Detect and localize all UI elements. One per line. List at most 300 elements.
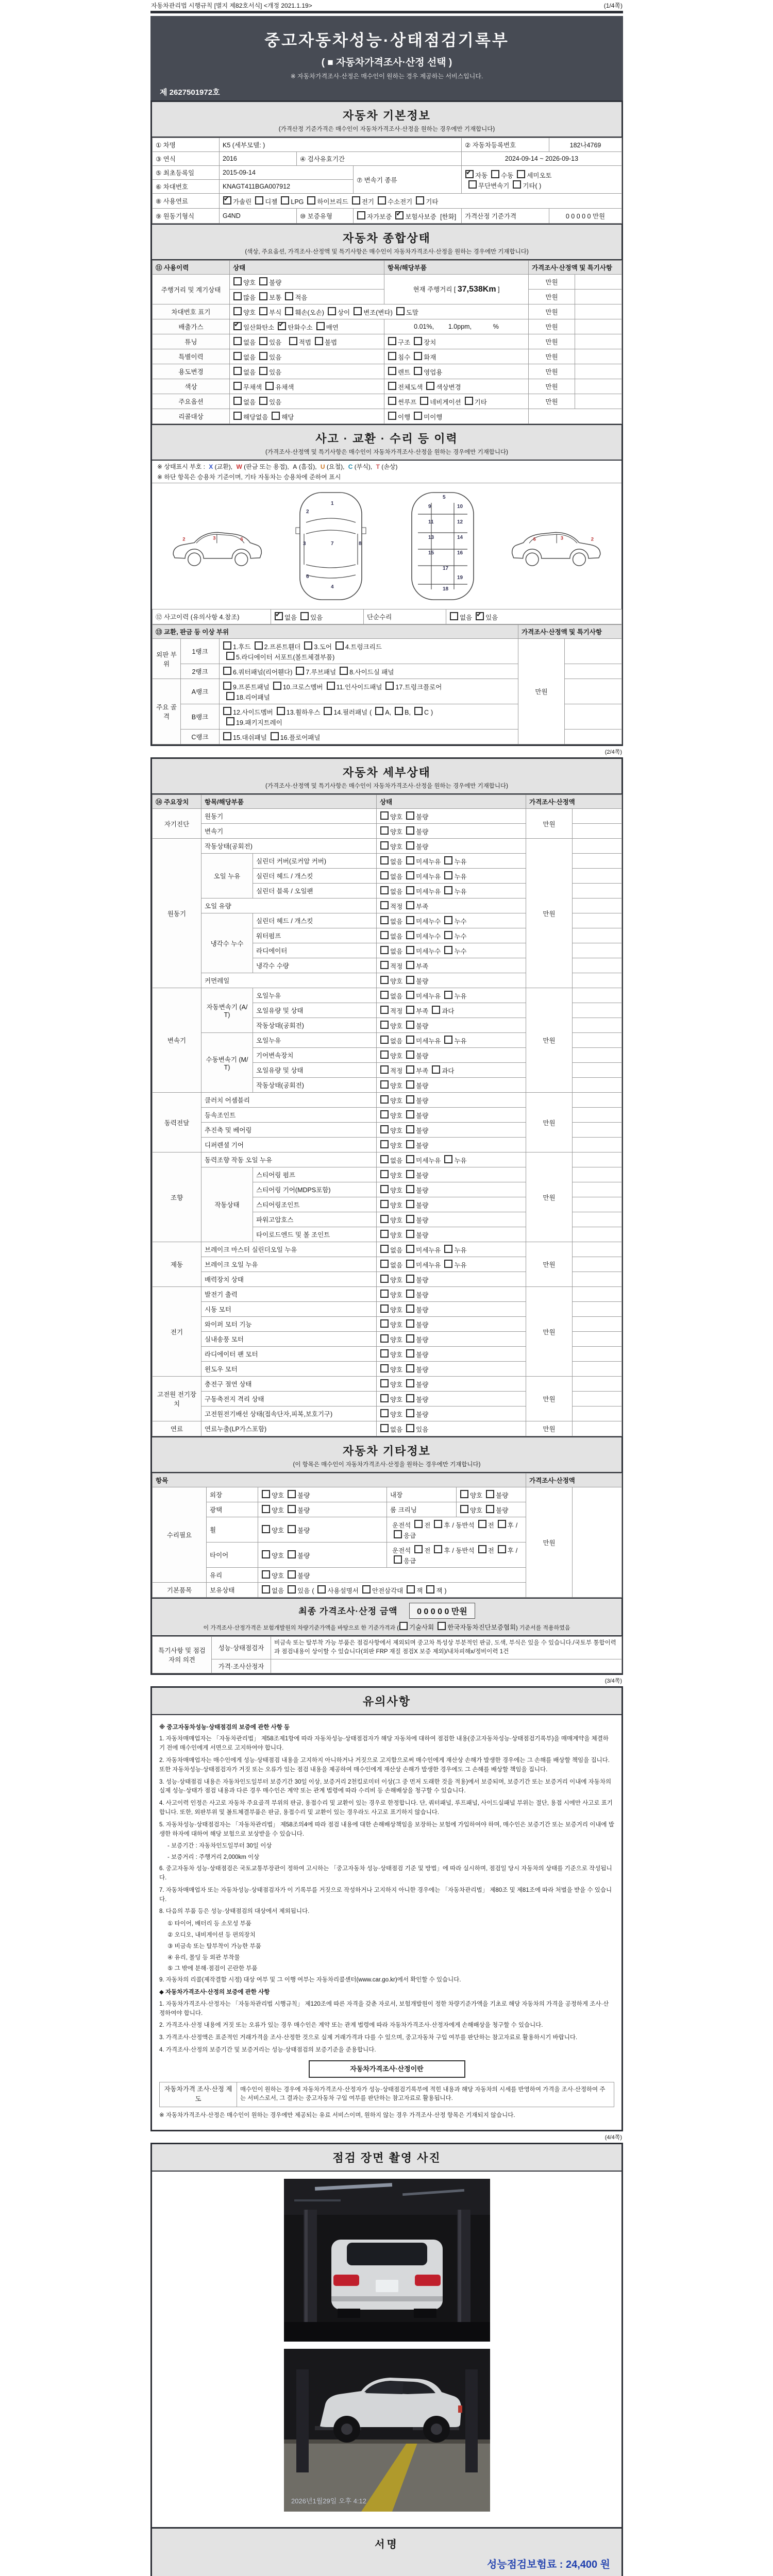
- checkbox-적법[interactable]: [289, 337, 297, 345]
- checkbox-과다[interactable]: [432, 1006, 440, 1014]
- checkbox-있음[interactable]: [300, 612, 309, 620]
- checkbox-불량[interactable]: [406, 1125, 414, 1133]
- checkbox-3.도어[interactable]: [304, 641, 312, 650]
- table-cell: [575, 349, 622, 364]
- checkbox-부족[interactable]: [406, 1065, 414, 1074]
- diagram-number-10: 10: [457, 504, 463, 510]
- checkbox-미세누수[interactable]: [406, 946, 414, 954]
- checkbox-양호[interactable]: [380, 1185, 389, 1193]
- checkbox-없음[interactable]: [380, 871, 389, 879]
- checkbox-불량[interactable]: [406, 1021, 414, 1029]
- checkbox-화재[interactable]: [414, 352, 422, 360]
- table-cell: [575, 364, 622, 379]
- checkbox-없음[interactable]: [262, 1585, 270, 1594]
- checkbox-양호[interactable]: [262, 1550, 270, 1558]
- checkbox-무단변속기[interactable]: [468, 180, 477, 189]
- accident-band: [152, 424, 621, 461]
- table-cell: 브레이크 마스터 실린더오일 누유: [201, 1242, 377, 1257]
- checkbox-없음[interactable]: [380, 1245, 389, 1253]
- checkbox-미세누유[interactable]: [406, 1260, 414, 1268]
- checkbox-없음[interactable]: [380, 856, 389, 865]
- checkbox-누유[interactable]: [444, 1155, 452, 1163]
- checkbox-양호[interactable]: [380, 1394, 389, 1402]
- table-cell: [377, 1377, 526, 1392]
- checkbox-불량[interactable]: [288, 1570, 296, 1579]
- table-cell: [377, 1347, 526, 1362]
- checkbox-렌트[interactable]: [388, 367, 396, 375]
- table-cell: [377, 1406, 526, 1421]
- checkbox-B,[interactable]: [395, 707, 403, 715]
- checkbox-불량[interactable]: [288, 1550, 296, 1558]
- checkbox-후[interactable]: [498, 1545, 506, 1553]
- checkbox-양호[interactable]: [233, 277, 242, 285]
- checkbox-label: 누유: [454, 1262, 467, 1269]
- checkbox-보통[interactable]: [259, 292, 267, 300]
- checkbox-누유[interactable]: [444, 1260, 452, 1268]
- checkbox-있음[interactable]: [476, 612, 484, 620]
- checkbox-없음[interactable]: [233, 397, 242, 405]
- checkbox-15.대쉬패널[interactable]: [223, 732, 231, 740]
- checkbox-양호[interactable]: [380, 1290, 389, 1298]
- table-row: [153, 988, 622, 1003]
- checkbox-해당[interactable]: [272, 412, 280, 420]
- checkbox-잭[interactable]: [407, 1585, 415, 1594]
- checkbox-없음[interactable]: [275, 612, 283, 620]
- checkbox-세미오토[interactable]: [517, 170, 525, 178]
- signature-band: [152, 2527, 621, 2576]
- checkbox-많음[interactable]: [233, 292, 242, 300]
- checkbox-14.필러패널[interactable]: [324, 707, 332, 715]
- table-cell: 만원: [529, 275, 575, 290]
- checkbox-양호[interactable]: [380, 826, 389, 835]
- checkbox-적정[interactable]: [380, 901, 389, 909]
- checkbox-해당없음[interactable]: [233, 412, 242, 420]
- checkbox-불량[interactable]: [406, 1080, 414, 1089]
- checkbox-불량[interactable]: [259, 277, 267, 285]
- checkbox-양호[interactable]: [380, 1050, 389, 1059]
- checkbox-전[interactable]: [478, 1520, 486, 1528]
- table-row: [153, 1153, 622, 1167]
- checkbox-없음[interactable]: [450, 612, 458, 620]
- checkbox-썬루프[interactable]: [388, 397, 396, 405]
- inline-text: /: [515, 1547, 518, 1554]
- checkbox-미세누유[interactable]: [406, 991, 414, 999]
- checkbox-19.패키지트레이[interactable]: [226, 717, 234, 725]
- checkbox-누유[interactable]: [444, 1036, 452, 1044]
- checkbox-C[interactable]: [414, 707, 423, 715]
- checkbox-양호[interactable]: [380, 1140, 389, 1148]
- table-cell: ① 차명: [153, 138, 220, 152]
- checkbox-label: 장치: [424, 339, 436, 346]
- checkbox-양호[interactable]: [380, 976, 389, 984]
- checkbox-장치[interactable]: [414, 337, 422, 345]
- checkbox-양호[interactable]: [380, 1319, 389, 1328]
- checkbox-자가보증[interactable]: [357, 211, 365, 219]
- checkbox-18.리어패널[interactable]: [226, 692, 234, 700]
- checkbox-없음[interactable]: [380, 946, 389, 954]
- checkbox-불량[interactable]: [406, 1110, 414, 1118]
- checkbox-누유[interactable]: [444, 991, 452, 999]
- checkbox-불법[interactable]: [315, 337, 323, 345]
- checkbox-양호[interactable]: [262, 1505, 270, 1513]
- checkbox-없음[interactable]: [380, 991, 389, 999]
- checkbox-후[interactable]: [434, 1545, 442, 1553]
- notice-final-note: ※ 자동차가격조사·산정은 매수인이 원하는 경우에만 제공되는 유료 서비스이며, 원하지 않는 경우 가격조사·산정 항목은 기재되지 않습니다.: [159, 2112, 515, 2119]
- checkbox-불량[interactable]: [406, 1200, 414, 1208]
- checkbox-label: 3.도어: [314, 643, 332, 651]
- checkbox-있음[interactable]: [259, 397, 267, 405]
- checkbox-변조(변타)[interactable]: [354, 307, 362, 315]
- checkbox-탄화수소[interactable]: [278, 322, 286, 330]
- checkbox-부족[interactable]: [406, 901, 414, 909]
- checkbox-불량[interactable]: [406, 1290, 414, 1298]
- checkbox-7.루브패널[interactable]: [296, 667, 304, 675]
- checkbox-label: A,: [385, 709, 392, 716]
- checkbox-양호[interactable]: [380, 1095, 389, 1104]
- checkbox-누유[interactable]: [444, 856, 452, 865]
- checkbox-수소전기[interactable]: [378, 196, 386, 205]
- inline-text: ): [444, 1587, 447, 1595]
- checkbox-16.플로어패널[interactable]: [271, 732, 279, 740]
- page-number-4: (4/4쪽): [604, 2134, 622, 2141]
- checkbox-label: 미세누유: [416, 1247, 441, 1254]
- checkbox-불량[interactable]: [406, 1095, 414, 1104]
- checkbox-미세누유[interactable]: [406, 1036, 414, 1044]
- table-cell: 실린더 헤드 / 개스킷: [253, 869, 377, 884]
- checkbox-없음[interactable]: [233, 337, 242, 345]
- table-cell: [377, 1093, 526, 1108]
- checkbox-불량[interactable]: [406, 1170, 414, 1178]
- checkbox-label: 19.패키지트레이: [236, 719, 282, 726]
- checkbox-안전삼각대[interactable]: [362, 1585, 371, 1594]
- checkbox-불량[interactable]: [406, 1304, 414, 1313]
- law-reference: 자동차관리법 시행규칙 [별지 제82호서식] <개정 2021.1.19>: [151, 2, 312, 9]
- checkbox-색상변경[interactable]: [426, 382, 434, 390]
- table-cell: [573, 899, 622, 913]
- checkbox-양호[interactable]: [380, 1215, 389, 1223]
- checkbox-불량[interactable]: [406, 1349, 414, 1358]
- checkbox-양호[interactable]: [262, 1490, 270, 1498]
- table-cell: 가격조사·산정액 및 특기사항: [518, 625, 622, 639]
- checkbox-불량[interactable]: [406, 1275, 414, 1283]
- checkbox-양호[interactable]: [460, 1505, 468, 1513]
- checkbox-label: 누수: [454, 918, 467, 925]
- checkbox-없음[interactable]: [233, 367, 242, 375]
- checkbox-없음[interactable]: [380, 886, 389, 894]
- table-cell: 차대번호 표기: [153, 304, 230, 319]
- checkbox-불량[interactable]: [406, 1050, 414, 1059]
- checkbox-양호[interactable]: [380, 1379, 389, 1387]
- checkbox-없음[interactable]: [380, 1036, 389, 1044]
- checkbox-11.인사이드패널[interactable]: [327, 682, 335, 690]
- checkbox-있음[interactable]: [259, 337, 267, 345]
- table-cell: [573, 1003, 622, 1018]
- checkbox-누수[interactable]: [444, 931, 452, 939]
- checkbox-8.사이드실 패널[interactable]: [340, 667, 348, 675]
- checkbox-적정[interactable]: [380, 1065, 389, 1074]
- table-cell: [230, 304, 529, 319]
- checkbox-4.트렁크리드[interactable]: [335, 641, 344, 650]
- checkbox-기타( )[interactable]: [513, 180, 521, 189]
- checkbox-label: 16.플로어패널: [280, 734, 321, 741]
- checkbox-LPG[interactable]: [281, 196, 289, 205]
- checkbox-9.프론트패널[interactable]: [223, 682, 231, 690]
- checkbox-자동[interactable]: [465, 170, 474, 178]
- checkbox-보험사보증[interactable]: [395, 211, 404, 219]
- checkbox-12.사이드멤버[interactable]: [223, 707, 231, 715]
- checkbox-label: 불량: [416, 1082, 429, 1090]
- checkbox-없음[interactable]: [380, 1424, 389, 1432]
- table-cell: 윈도우 모터: [201, 1362, 377, 1377]
- checkbox-불량[interactable]: [406, 1364, 414, 1372]
- checkbox-없음[interactable]: [380, 1155, 389, 1163]
- checkbox-영업용[interactable]: [414, 367, 422, 375]
- checkbox-있음[interactable]: [259, 352, 267, 360]
- checkbox-양호[interactable]: [380, 1275, 389, 1283]
- checkbox-누유[interactable]: [444, 871, 452, 879]
- table-row: [153, 795, 622, 809]
- checkbox-양호[interactable]: [380, 1170, 389, 1178]
- checkbox-과다[interactable]: [432, 1065, 440, 1074]
- checkbox-label: 5.라디에이터 서포트(볼트체결부품): [236, 654, 335, 661]
- checkbox-불량[interactable]: [288, 1525, 296, 1533]
- checkbox-불량[interactable]: [406, 811, 414, 820]
- checkbox-이행[interactable]: [388, 412, 396, 420]
- checkbox-있음[interactable]: [259, 367, 267, 375]
- checkbox-응급[interactable]: [394, 1530, 402, 1538]
- checkbox-하이브리드[interactable]: [307, 196, 315, 205]
- checkbox-양호[interactable]: [380, 1349, 389, 1358]
- checkbox-불량[interactable]: [406, 1319, 414, 1328]
- table-cell: [230, 334, 384, 349]
- checkbox-불량[interactable]: [406, 1409, 414, 1417]
- checkbox-label: 전기: [361, 198, 374, 206]
- table-row: [153, 1473, 622, 1487]
- checkbox-유채색[interactable]: [265, 382, 274, 390]
- checkbox-label: 이행: [398, 414, 411, 421]
- checkbox-적정[interactable]: [380, 961, 389, 969]
- table-cell: 구동축전지 격리 상태: [201, 1392, 377, 1406]
- checkbox-무채색[interactable]: [233, 382, 242, 390]
- table-cell: 자동변속기 (A/T): [201, 988, 253, 1033]
- checkbox-label: 무채색: [243, 384, 262, 391]
- table-cell: B랭크: [181, 704, 220, 730]
- checkbox-도말[interactable]: [396, 307, 405, 315]
- checkbox-기타[interactable]: [465, 397, 473, 405]
- checkbox-양호[interactable]: [233, 307, 242, 315]
- checkbox-부족[interactable]: [406, 1006, 414, 1014]
- checkbox-전[interactable]: [414, 1520, 423, 1528]
- checkbox-양호[interactable]: [380, 811, 389, 820]
- checkbox-2.프론트휀더[interactable]: [255, 641, 263, 650]
- checkbox-일산화탄소[interactable]: [233, 322, 242, 330]
- checkbox-누유[interactable]: [444, 1245, 452, 1253]
- checkbox-6.쿼터패널(리어휀다)[interactable]: [223, 667, 231, 675]
- checkbox-불량[interactable]: [406, 1230, 414, 1238]
- checkbox-누수[interactable]: [444, 946, 452, 954]
- checkbox-전[interactable]: [414, 1545, 423, 1553]
- checkbox-사용설명서[interactable]: [317, 1585, 326, 1594]
- checkbox-없음[interactable]: [380, 916, 389, 924]
- checkbox-수동[interactable]: [491, 170, 499, 178]
- table-cell: [377, 1197, 526, 1212]
- checkbox-label: 없음: [243, 339, 256, 346]
- checkbox-13.휠하우스[interactable]: [277, 707, 285, 715]
- checkbox-label: 불량: [416, 1097, 429, 1105]
- checkbox-양호[interactable]: [380, 841, 389, 850]
- checkbox-한국자동차진단보증협회[interactable]: [438, 1622, 446, 1630]
- checkbox-불량[interactable]: [406, 826, 414, 835]
- checkbox-미세누유[interactable]: [406, 871, 414, 879]
- checkbox-양호[interactable]: [380, 1230, 389, 1238]
- diagram-number-3: 3: [560, 535, 564, 541]
- table-cell: [377, 928, 526, 943]
- table-row: [153, 625, 622, 639]
- checkbox-양호[interactable]: [262, 1525, 270, 1533]
- page-title: 중고자동차성능·상태점검기록부: [264, 31, 509, 49]
- table-cell: 가격산정 기준가격: [462, 209, 549, 224]
- checkbox-label: 미이행: [424, 414, 443, 421]
- checkbox-label: 응급: [404, 1557, 416, 1565]
- checkbox-label: 양호: [390, 1277, 403, 1284]
- checkbox-불량[interactable]: [406, 1215, 414, 1223]
- table-row: [153, 1659, 622, 1673]
- checkbox-후[interactable]: [434, 1520, 442, 1528]
- checkbox-네비게이션[interactable]: [420, 397, 428, 405]
- checkbox-미세누유[interactable]: [406, 1245, 414, 1253]
- checkbox-가솔린[interactable]: [223, 196, 231, 205]
- checkbox-불량[interactable]: [288, 1490, 296, 1498]
- checkbox-양호[interactable]: [380, 1080, 389, 1089]
- checkbox-미세누수[interactable]: [406, 916, 414, 924]
- top-rule: [150, 11, 623, 13]
- table-cell: [575, 379, 622, 394]
- checkbox-양호[interactable]: [380, 1021, 389, 1029]
- checkbox-1.후드[interactable]: [223, 641, 231, 650]
- checkbox-17.트렁크플로어[interactable]: [385, 682, 394, 690]
- table-row: [153, 275, 622, 290]
- checkbox-양호[interactable]: [380, 1110, 389, 1118]
- checkbox-불량[interactable]: [406, 1334, 414, 1343]
- checkbox-불량[interactable]: [486, 1490, 494, 1498]
- checkbox-양호[interactable]: [380, 1125, 389, 1133]
- checkbox-응급[interactable]: [394, 1555, 402, 1564]
- checkbox-부족[interactable]: [406, 961, 414, 969]
- checkbox-불량[interactable]: [406, 841, 414, 850]
- checkbox-label: 양호: [390, 1112, 403, 1120]
- checkbox-매연[interactable]: [316, 322, 325, 330]
- checkbox-부식[interactable]: [259, 307, 267, 315]
- table-cell: [462, 166, 622, 194]
- checkbox-상이[interactable]: [328, 307, 336, 315]
- checkbox-기술사회[interactable]: [399, 1622, 408, 1630]
- checkbox-불량[interactable]: [288, 1505, 296, 1513]
- photo-side-view-image: [284, 2349, 490, 2512]
- checkbox-label: 미세누수: [416, 933, 441, 940]
- checkbox-label: 안전삼각대: [372, 1587, 404, 1595]
- checkbox-디젤[interactable]: [255, 196, 263, 205]
- checkbox-label: 있음: [310, 614, 323, 621]
- checkbox-양호[interactable]: [380, 1334, 389, 1343]
- checkbox-있음[interactable]: [406, 1424, 414, 1432]
- checkbox-잭[interactable]: [426, 1585, 434, 1594]
- checkbox-5.라디에이터 서포트(볼트체결부품)[interactable]: [226, 652, 234, 660]
- checkbox-label: 색상변경: [436, 384, 461, 391]
- checkbox-훼손(오손)[interactable]: [285, 307, 293, 315]
- checkbox-구조[interactable]: [388, 337, 396, 345]
- checkbox-없음[interactable]: [380, 1260, 389, 1268]
- checkbox-없음[interactable]: [233, 352, 242, 360]
- checkbox-label: 양호: [390, 1202, 403, 1209]
- table-cell: [573, 973, 622, 988]
- notice-item: 9. 자동차의 리콜(제작결함 시정) 대상 여부 및 그 이행 여부는 자동차리콜센터(www.car.go.kr)에서 확인할 수 있습니다.: [159, 1977, 461, 1984]
- checkbox-불량[interactable]: [406, 1185, 414, 1193]
- checkbox-전체도색[interactable]: [388, 382, 396, 390]
- table-cell: [573, 1212, 622, 1227]
- table-cell: ⑨ 원동기형식: [153, 209, 220, 224]
- checkbox-미세누유[interactable]: [406, 886, 414, 894]
- table-cell: 만원: [529, 379, 575, 394]
- checkbox-label: 양호: [272, 1552, 284, 1560]
- checkbox-미이행[interactable]: [414, 412, 422, 420]
- checkbox-label: 구조: [398, 339, 411, 346]
- checkbox-누유[interactable]: [444, 886, 452, 894]
- photo-rear-view-image: [284, 2179, 490, 2342]
- notice-body: [152, 1715, 621, 2130]
- checkbox-불량[interactable]: [406, 1140, 414, 1148]
- checkbox-없음[interactable]: [380, 931, 389, 939]
- checkbox-불량[interactable]: [406, 976, 414, 984]
- checkbox-label: 렌트: [398, 369, 411, 376]
- checkbox-label: 일산화탄소: [243, 324, 275, 331]
- checkbox-침수[interactable]: [388, 352, 396, 360]
- checkbox-후[interactable]: [498, 1520, 506, 1528]
- legend-desc: (손상): [379, 463, 398, 470]
- checkbox-양호[interactable]: [380, 1409, 389, 1417]
- checkbox-미세누수[interactable]: [406, 931, 414, 939]
- checkbox-불량[interactable]: [486, 1505, 494, 1513]
- table-cell: [573, 1182, 622, 1197]
- checkbox-미세누유[interactable]: [406, 1155, 414, 1163]
- table-cell: [354, 209, 462, 224]
- checkbox-불량[interactable]: [406, 1394, 414, 1402]
- checkbox-양호[interactable]: [380, 1364, 389, 1372]
- checkbox-양호[interactable]: [460, 1490, 468, 1498]
- table-cell: [377, 1063, 526, 1078]
- car-diagram-bottom: [397, 487, 488, 605]
- checkbox-A,[interactable]: [375, 707, 383, 715]
- checkbox-적정[interactable]: [380, 1006, 389, 1014]
- checkbox-누수[interactable]: [444, 916, 452, 924]
- checkbox-양호[interactable]: [262, 1570, 270, 1579]
- checkbox-label: 없음: [243, 399, 256, 406]
- checkbox-기타[interactable]: [416, 196, 424, 205]
- checkbox-label: 부족: [416, 903, 429, 910]
- checkbox-label: 양호: [390, 843, 403, 851]
- checkbox-양호[interactable]: [380, 1200, 389, 1208]
- checkbox-있음[interactable]: [288, 1585, 296, 1594]
- checkbox-전기[interactable]: [352, 196, 360, 205]
- checkbox-양호[interactable]: [380, 1304, 389, 1313]
- checkbox-10.크로스멤버[interactable]: [273, 682, 281, 690]
- table-cell: ⑪ 사용이력: [153, 261, 230, 275]
- checkbox-적음[interactable]: [285, 292, 293, 300]
- checkbox-불량[interactable]: [406, 1379, 414, 1387]
- checkbox-전[interactable]: [478, 1545, 486, 1553]
- notice-item: 4. 사고이력 인정은 사고로 자동차 주요골격 부위의 판금, 용접수리 및 교환이 있는 경우로 한정합니다. 단, 쿼터패널, 루프패널, 사이드실패널 부위는 절단, 용접 시에만 사고로 표기합니다. 또한, 외판부위 및 볼트체결부품은 판금, 용접수리 및 교환이 있는 경우라도 사고로 표기하지 않습니다.: [159, 1800, 613, 1816]
- checkbox-미세누유[interactable]: [406, 856, 414, 865]
- table-cell: 전기: [153, 1287, 201, 1377]
